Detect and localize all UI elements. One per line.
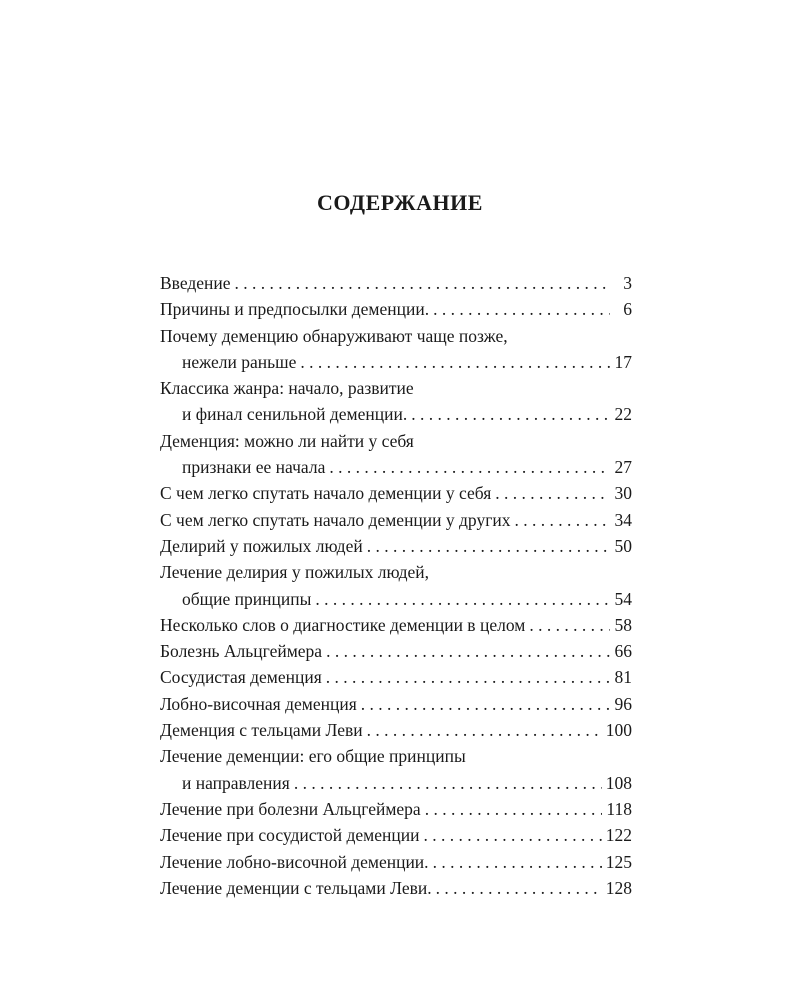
toc-page-number: 58: [614, 614, 632, 635]
toc-page-number: 6: [623, 299, 632, 320]
toc-entry[interactable]: [160, 638, 632, 664]
toc-entry[interactable]: [160, 296, 632, 322]
toc-entry-line-final: [160, 533, 632, 559]
dot-leader: [423, 822, 601, 848]
page-title: СОДЕРЖАНИЕ: [317, 190, 483, 215]
toc-entry-title: Введение: [160, 273, 231, 293]
dot-leader: [433, 849, 602, 875]
toc-entry[interactable]: [160, 822, 632, 848]
toc-entry[interactable]: [160, 717, 632, 743]
toc-entry-title: Лечение при болезни Альцгеймера: [160, 798, 421, 819]
toc-page-number: 125: [605, 851, 632, 872]
dot-leader: [300, 349, 610, 375]
toc-entry-title: Лечение деменции с тельцами Леви.: [160, 877, 432, 898]
dot-leader: [326, 664, 610, 690]
toc-entry-line-final: [160, 612, 632, 638]
dot-leader: [294, 770, 602, 796]
toc-entry-line: [160, 743, 632, 769]
toc-page-number: 34: [614, 509, 632, 530]
toc-entry[interactable]: [160, 270, 632, 296]
dot-leader: [367, 533, 610, 559]
toc-entry[interactable]: [160, 743, 632, 796]
toc-entry-line-final: [160, 875, 632, 901]
toc-page-number: 17: [614, 351, 632, 372]
toc-entry-line: [160, 375, 632, 401]
dot-leader: [326, 638, 610, 664]
dot-leader: [367, 717, 602, 743]
toc-page-number: 100: [605, 720, 632, 741]
toc-entry-line-final: [160, 822, 632, 848]
toc-entry[interactable]: [160, 664, 632, 690]
toc-page-number: 128: [605, 877, 632, 898]
toc-entry-line-final: [160, 401, 632, 427]
dot-leader: [436, 875, 602, 901]
toc-page-number: 22: [614, 404, 632, 425]
toc-entry[interactable]: [160, 691, 632, 717]
toc-entry-line-final: [160, 507, 632, 533]
toc-page-number: 66: [614, 641, 632, 662]
toc-entry-title: Причины и предпосылки деменции.: [160, 299, 430, 320]
toc-page-number: 96: [614, 693, 632, 714]
toc-entry-title: общие принципы: [182, 588, 312, 609]
toc-page-number: 30: [614, 483, 632, 504]
toc-entry-line-final: [160, 480, 632, 506]
toc-entry-title: и направления: [182, 772, 290, 793]
toc-entry-title: С чем легко спутать начало деменции у себя: [160, 483, 492, 504]
toc-page-number: 50: [614, 535, 632, 556]
toc-entry[interactable]: [160, 849, 632, 875]
dot-leader: [315, 586, 610, 612]
toc-entry-line-final: [160, 296, 632, 322]
toc-entry-title: признаки ее начала: [182, 457, 326, 478]
toc-entry-title: нежели раньше: [182, 351, 297, 372]
toc-entry-title: Лобно-височная деменция: [160, 693, 357, 714]
toc-entry[interactable]: [160, 612, 632, 638]
toc-entry-title: Лечение лобно-височной деменции.: [160, 851, 429, 872]
toc-entry-title: Деменция: можно ли найти у себя: [160, 430, 414, 451]
dot-leader: [235, 270, 610, 296]
toc-page-number: 27: [614, 457, 632, 478]
toc-entry-title: Лечение при сосудистой деменции: [160, 825, 420, 846]
dot-leader: [329, 454, 610, 480]
toc-entry[interactable]: [160, 875, 632, 901]
toc-entry-line-final: [160, 664, 632, 690]
toc-entry-line-final: [160, 796, 632, 822]
toc-entry-line: [160, 323, 632, 349]
dot-leader: [411, 401, 610, 427]
toc-entry-title: и финал сенильной деменции.: [182, 404, 408, 425]
toc-entry-line-final: [160, 717, 632, 743]
toc-entry[interactable]: [160, 507, 632, 533]
dot-leader: [425, 796, 603, 822]
dot-leader: [361, 691, 610, 717]
toc-entry-title: Болезнь Альцгеймера: [160, 641, 323, 662]
toc-entry-title: С чем легко спутать начало деменции у других: [160, 509, 511, 530]
toc-entry-line-final: [160, 349, 632, 375]
toc-entry-title: Лечение делирия у пожилых людей,: [160, 562, 430, 583]
toc-entry-line-final: [160, 638, 632, 664]
dot-leader: [515, 507, 611, 533]
toc-entry-title: Несколько слов о диагностике деменции в целом: [160, 614, 526, 635]
toc-entry-line-final: [160, 849, 632, 875]
toc-entry[interactable]: [160, 428, 632, 481]
toc-entry-title: Почему деменцию обнаруживают чаще позже,: [160, 325, 508, 346]
dot-leader: [529, 612, 610, 638]
dot-leader: [433, 296, 610, 322]
toc-entry-line-final: [160, 586, 632, 612]
toc-entry-title: Деменция с тельцами Леви: [160, 720, 363, 741]
toc-entry-title: Классика жанра: начало, развитие: [160, 378, 414, 399]
toc-entry-line-final: [160, 770, 632, 796]
toc-page-number: 118: [606, 798, 632, 819]
table-of-contents: [160, 270, 632, 901]
toc-page-number: 81: [614, 667, 632, 688]
toc-entry[interactable]: [160, 480, 632, 506]
toc-page-number: 122: [605, 825, 632, 846]
toc-entry-line-final: [160, 454, 632, 480]
toc-entry[interactable]: [160, 533, 632, 559]
toc-entry-title: Сосудистая деменция: [160, 667, 322, 688]
toc-entry-line: [160, 428, 632, 454]
toc-entry-line-final: [160, 270, 632, 296]
toc-entry-line: [160, 559, 632, 585]
toc-page-number: 108: [605, 772, 632, 793]
toc-entry[interactable]: [160, 796, 632, 822]
toc-entry[interactable]: [160, 323, 632, 376]
dot-leader: [495, 480, 610, 506]
toc-entry-line-final: [160, 691, 632, 717]
toc-entry[interactable]: [160, 559, 632, 612]
toc-page-number: 3: [623, 273, 632, 293]
toc-entry-title: Делирий у пожилых людей: [160, 535, 363, 556]
toc-page-number: 54: [614, 588, 632, 609]
toc-entry[interactable]: [160, 375, 632, 428]
toc-entry-title: Лечение деменции: его общие принципы: [160, 746, 466, 767]
